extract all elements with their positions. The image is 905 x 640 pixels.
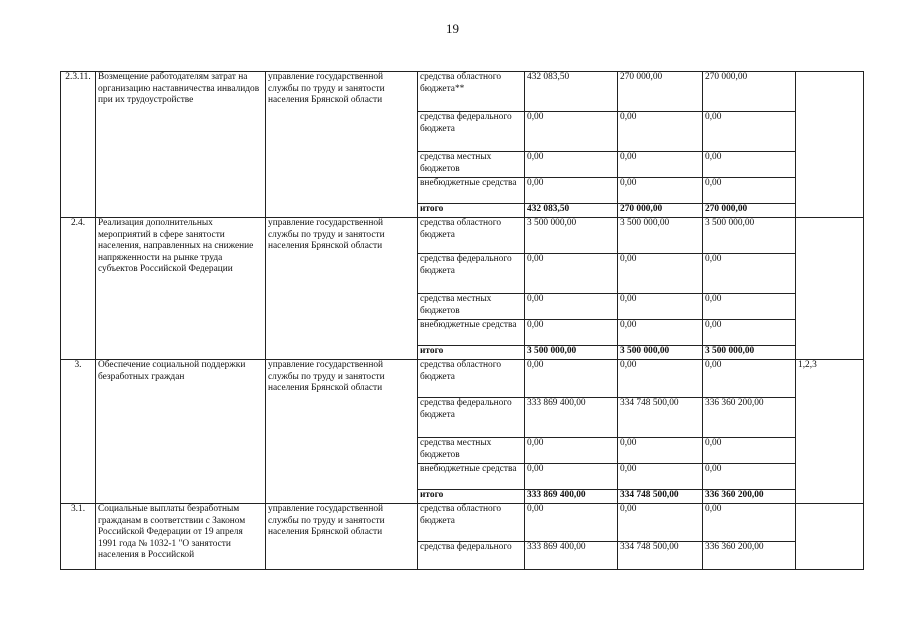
amount-year-2-cell: 270 000,00 bbox=[618, 204, 703, 218]
funding-source-cell: средства федерального бюджета bbox=[418, 112, 525, 152]
amount-year-1-cell: 0,00 bbox=[525, 112, 618, 152]
item-number-cell: 3. bbox=[61, 360, 96, 504]
amount-year-2-cell: 0,00 bbox=[618, 294, 703, 320]
funding-source-cell: средства областного бюджета bbox=[418, 504, 525, 542]
amount-year-2-cell: 0,00 bbox=[618, 504, 703, 542]
amount-year-3-cell: 270 000,00 bbox=[703, 204, 796, 218]
funding-source-cell: средства местных бюджетов bbox=[418, 152, 525, 178]
amount-year-2-cell: 270 000,00 bbox=[618, 72, 703, 112]
page-number: 19 bbox=[446, 21, 459, 36]
amount-year-1-cell: 0,00 bbox=[525, 464, 618, 490]
amount-year-2-cell: 334 748 500,00 bbox=[618, 542, 703, 570]
table-row bbox=[61, 504, 864, 542]
amount-year-3-cell: 0,00 bbox=[703, 320, 796, 346]
amount-year-2-cell: 0,00 bbox=[618, 438, 703, 464]
amount-year-1-cell: 0,00 bbox=[525, 294, 618, 320]
indicator-reference-cell bbox=[796, 218, 864, 360]
amount-year-1-cell: 0,00 bbox=[525, 360, 618, 398]
amount-year-1-cell: 432 083,50 bbox=[525, 72, 618, 112]
funding-source-cell: средства областного бюджета bbox=[418, 218, 525, 254]
amount-year-1-cell: 432 083,50 bbox=[525, 204, 618, 218]
amount-year-3-cell: 0,00 bbox=[703, 112, 796, 152]
amount-year-1-cell: 0,00 bbox=[525, 178, 618, 204]
funding-source-cell: внебюджетные средства bbox=[418, 320, 525, 346]
amount-year-3-cell: 0,00 bbox=[703, 438, 796, 464]
amount-year-1-cell: 3 500 000,00 bbox=[525, 218, 618, 254]
amount-year-3-cell: 0,00 bbox=[703, 152, 796, 178]
funding-source-cell: средства федерального бюджета bbox=[418, 398, 525, 438]
amount-year-2-cell: 3 500 000,00 bbox=[618, 218, 703, 254]
item-number-cell: 2.4. bbox=[61, 218, 96, 360]
amount-year-2-cell: 334 748 500,00 bbox=[618, 490, 703, 504]
amount-year-3-cell: 336 360 200,00 bbox=[703, 398, 796, 438]
amount-year-3-cell: 0,00 bbox=[703, 504, 796, 542]
executor-cell: управление государственной службы по труду и занятости населения Брянской области bbox=[266, 218, 418, 360]
amount-year-2-cell: 0,00 bbox=[618, 112, 703, 152]
amount-year-3-cell: 0,00 bbox=[703, 254, 796, 294]
amount-year-3-cell: 336 360 200,00 bbox=[703, 490, 796, 504]
executor-cell: управление государственной службы по труду и занятости населения Брянской области bbox=[266, 360, 418, 504]
amount-year-3-cell: 0,00 bbox=[703, 294, 796, 320]
indicator-reference-cell: 1,2,3 bbox=[796, 360, 864, 504]
item-name-cell: Возмещение работодателям затрат на организацию наставничества инвалидов при их трудоустройстве bbox=[96, 72, 266, 218]
amount-year-1-cell: 0,00 bbox=[525, 320, 618, 346]
funding-source-cell: средства местных бюджетов bbox=[418, 438, 525, 464]
amount-year-2-cell: 0,00 bbox=[618, 152, 703, 178]
amount-year-1-cell: 333 869 400,00 bbox=[525, 542, 618, 570]
item-number-cell: 3.1. bbox=[61, 504, 96, 570]
funding-source-cell: внебюджетные средства bbox=[418, 464, 525, 490]
indicator-reference-cell bbox=[796, 504, 864, 570]
table-row bbox=[61, 218, 864, 254]
amount-year-3-cell: 0,00 bbox=[703, 360, 796, 398]
program-budget-table bbox=[60, 71, 864, 570]
amount-year-1-cell: 333 869 400,00 bbox=[525, 490, 618, 504]
table-row bbox=[61, 72, 864, 112]
executor-cell: управление государственной службы по труду и занятости населения Брянской области bbox=[266, 72, 418, 218]
funding-source-cell: средства областного бюджета bbox=[418, 360, 525, 398]
indicator-reference-cell bbox=[796, 72, 864, 218]
item-name-cell: Обеспечение социальной поддержки безработных граждан bbox=[96, 360, 266, 504]
item-number-cell: 2.3.11. bbox=[61, 72, 96, 218]
amount-year-2-cell: 0,00 bbox=[618, 254, 703, 294]
funding-source-cell: внебюджетные средства bbox=[418, 178, 525, 204]
amount-year-1-cell: 0,00 bbox=[525, 254, 618, 294]
amount-year-3-cell: 3 500 000,00 bbox=[703, 218, 796, 254]
funding-source-cell: средства местных бюджетов bbox=[418, 294, 525, 320]
funding-source-cell: средства областного бюджета** bbox=[418, 72, 525, 112]
amount-year-3-cell: 336 360 200,00 bbox=[703, 542, 796, 570]
amount-year-1-cell: 0,00 bbox=[525, 504, 618, 542]
funding-source-cell: итого bbox=[418, 346, 525, 360]
amount-year-1-cell: 0,00 bbox=[525, 152, 618, 178]
item-name-cell: Социальные выплаты безработным гражданам в соответствии с Законом Российской Федерации от 19 апреля 1991 года № 1032-1 "О занятости населения в Российской bbox=[96, 504, 266, 570]
funding-source-cell: средства федерального бюджета bbox=[418, 254, 525, 294]
funding-source-cell: итого bbox=[418, 490, 525, 504]
amount-year-1-cell: 333 869 400,00 bbox=[525, 398, 618, 438]
item-name-cell: Реализация дополнительных мероприятий в сфере занятости населения, направленных на снижение напряженности на рынке труда субъектов Российской Федерации bbox=[96, 218, 266, 360]
table-row bbox=[61, 360, 864, 398]
amount-year-2-cell: 0,00 bbox=[618, 360, 703, 398]
amount-year-2-cell: 334 748 500,00 bbox=[618, 398, 703, 438]
amount-year-3-cell: 270 000,00 bbox=[703, 72, 796, 112]
executor-cell: управление государственной службы по труду и занятости населения Брянской области bbox=[266, 504, 418, 570]
amount-year-2-cell: 0,00 bbox=[618, 178, 703, 204]
amount-year-3-cell: 0,00 bbox=[703, 464, 796, 490]
funding-source-cell: средства федерального bbox=[418, 542, 525, 570]
amount-year-2-cell: 0,00 bbox=[618, 320, 703, 346]
amount-year-3-cell: 3 500 000,00 bbox=[703, 346, 796, 360]
amount-year-2-cell: 0,00 bbox=[618, 464, 703, 490]
amount-year-2-cell: 3 500 000,00 bbox=[618, 346, 703, 360]
amount-year-1-cell: 3 500 000,00 bbox=[525, 346, 618, 360]
amount-year-1-cell: 0,00 bbox=[525, 438, 618, 464]
funding-source-cell: итого bbox=[418, 204, 525, 218]
amount-year-3-cell: 0,00 bbox=[703, 178, 796, 204]
